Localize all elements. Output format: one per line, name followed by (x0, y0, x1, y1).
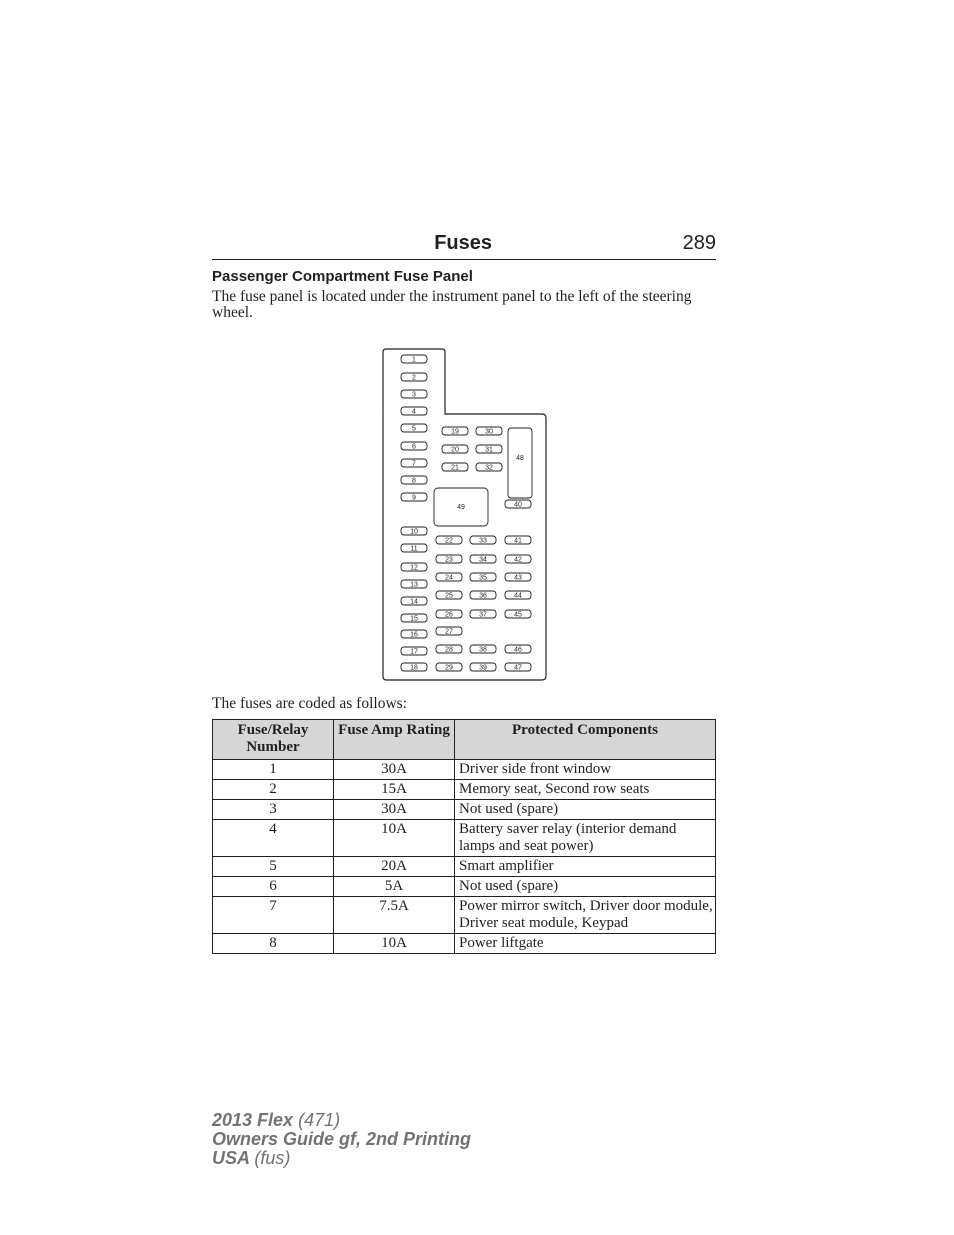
fuse-slot-label: 18 (410, 664, 418, 672)
table-row (213, 877, 716, 897)
fuse-number: 2 (213, 780, 334, 800)
fuse-amp: 7.5A (334, 897, 455, 934)
fuse-slot-label: 13 (410, 581, 418, 589)
fuse-amp: 10A (334, 934, 455, 954)
fuse-amp: 5A (334, 877, 455, 897)
fuse-slot-label: 40 (514, 501, 522, 509)
fuse-slot-label: 9 (412, 494, 416, 502)
fuse-slot-label: 25 (445, 592, 453, 600)
fuse-components: Smart amplifier (455, 857, 716, 877)
coded-intro: The fuses are coded as follows: (212, 695, 407, 712)
intro-paragraph: The fuse panel is located under the instrument panel to the left of the steering wheel. (212, 288, 692, 321)
fuse-slot-label: 19 (451, 428, 459, 436)
fuse-slot-label: 11 (410, 545, 418, 553)
fuse-amp: 30A (334, 760, 455, 780)
fuse-slot-label: 10 (410, 528, 418, 536)
fuse-slot-label: 2 (412, 374, 416, 382)
column-header-number: Fuse/Relay Number (213, 720, 334, 760)
fuse-slot-label: 24 (445, 574, 453, 582)
fuse-slot-label: 43 (514, 574, 522, 582)
fuse-amp: 10A (334, 820, 455, 857)
table-row (213, 857, 716, 877)
table-row (213, 820, 716, 857)
fuse-slot-label: 4 (412, 408, 416, 416)
footer-model: 2013 Flex (212, 1110, 294, 1130)
fuse-table (212, 719, 716, 954)
fuse-slot-label: 6 (412, 443, 416, 451)
fuse-slot-label: 22 (445, 537, 453, 545)
fuse-number: 8 (213, 934, 334, 954)
fuse-slot-label: 27 (445, 628, 453, 636)
relay-48 (508, 428, 532, 498)
fuse-slot-label: 7 (412, 460, 416, 468)
fuse-slot-label: 21 (451, 464, 459, 472)
fuse-components: Power mirror switch, Driver door module, Driver seat module, Keypad (455, 897, 716, 934)
footer-market-code: (fus) (254, 1148, 291, 1168)
fuse-amp: 15A (334, 780, 455, 800)
table-row (213, 897, 716, 934)
table-row (213, 800, 716, 820)
fuse-slot-label: 44 (514, 592, 522, 600)
fuse-amp: 20A (334, 857, 455, 877)
fuse-slot-label: 1 (412, 356, 416, 364)
fuse-panel-diagram (380, 346, 550, 684)
page-number: 289 (682, 232, 716, 254)
footer-line-model (212, 1111, 471, 1130)
fuse-slot-label: 35 (479, 574, 487, 582)
fuse-slot-label: 5 (412, 425, 416, 433)
fuse-components: Not used (spare) (455, 800, 716, 820)
fuse-slot-label: 15 (410, 615, 418, 623)
fuse-number: 1 (213, 760, 334, 780)
fuse-amp: 30A (334, 800, 455, 820)
fuse-slot-label: 37 (479, 611, 487, 619)
section-heading: Passenger Compartment Fuse Panel (212, 268, 473, 285)
chapter-title: Fuses (434, 232, 492, 254)
fuse-slot-label: 12 (410, 564, 418, 572)
fuse-slot-label: 26 (445, 611, 453, 619)
fuse-slot-label: 32 (485, 464, 493, 472)
relay-49-label: 49 (457, 503, 465, 511)
fuse-components: Not used (spare) (455, 877, 716, 897)
fuse-number: 6 (213, 877, 334, 897)
fuse-slot-label: 14 (410, 598, 418, 606)
fuse-slot-label: 3 (412, 391, 416, 399)
column-header-components: Protected Components (455, 720, 716, 760)
fuse-slot-label: 36 (479, 592, 487, 600)
footer-model-code: (471) (298, 1110, 341, 1130)
fuse-slot-label: 29 (445, 664, 453, 672)
fuse-number: 5 (213, 857, 334, 877)
fuse-components: Memory seat, Second row seats (455, 780, 716, 800)
document-footer (212, 1111, 471, 1168)
fuse-slot-label: 17 (410, 648, 418, 656)
fuse-slot-label: 38 (479, 646, 487, 654)
fuse-number: 3 (213, 800, 334, 820)
header-divider (212, 259, 716, 260)
fuse-slot-label: 39 (479, 664, 487, 672)
fuse-slot-label: 28 (445, 646, 453, 654)
fuse-components: Battery saver relay (interior demand lamps and seat power) (455, 820, 716, 857)
table-header-row (213, 720, 716, 760)
table-row (213, 934, 716, 954)
fuse-number: 7 (213, 897, 334, 934)
fuse-slot-label: 33 (479, 537, 487, 545)
table-row (213, 760, 716, 780)
fuse-slot-label: 34 (479, 556, 487, 564)
footer-market: USA (212, 1148, 250, 1168)
column-header-amp: Fuse Amp Rating (334, 720, 455, 760)
fuse-slot-label: 31 (485, 446, 493, 454)
table-row (213, 780, 716, 800)
fuse-slot-label: 47 (514, 664, 522, 672)
fuse-slot-label: 8 (412, 477, 416, 485)
fuse-components: Driver side front window (455, 760, 716, 780)
fuse-slot-label: 42 (514, 556, 522, 564)
fuse-slot-label: 30 (485, 428, 493, 436)
fuse-components: Power liftgate (455, 934, 716, 954)
fuse-slot-label: 46 (514, 646, 522, 654)
footer-line-market (212, 1149, 471, 1168)
fuse-slot-label: 16 (410, 631, 418, 639)
fuse-slot-label: 20 (451, 446, 459, 454)
relay-48-label: 48 (516, 454, 524, 462)
fuse-slot-label: 45 (514, 611, 522, 619)
fuse-slot-label: 23 (445, 556, 453, 564)
footer-guide: Owners Guide gf, 2nd Printing (212, 1129, 472, 1149)
fuse-number: 4 (213, 820, 334, 857)
footer-line-guide (212, 1130, 471, 1149)
fuse-slot-label: 41 (514, 537, 522, 545)
